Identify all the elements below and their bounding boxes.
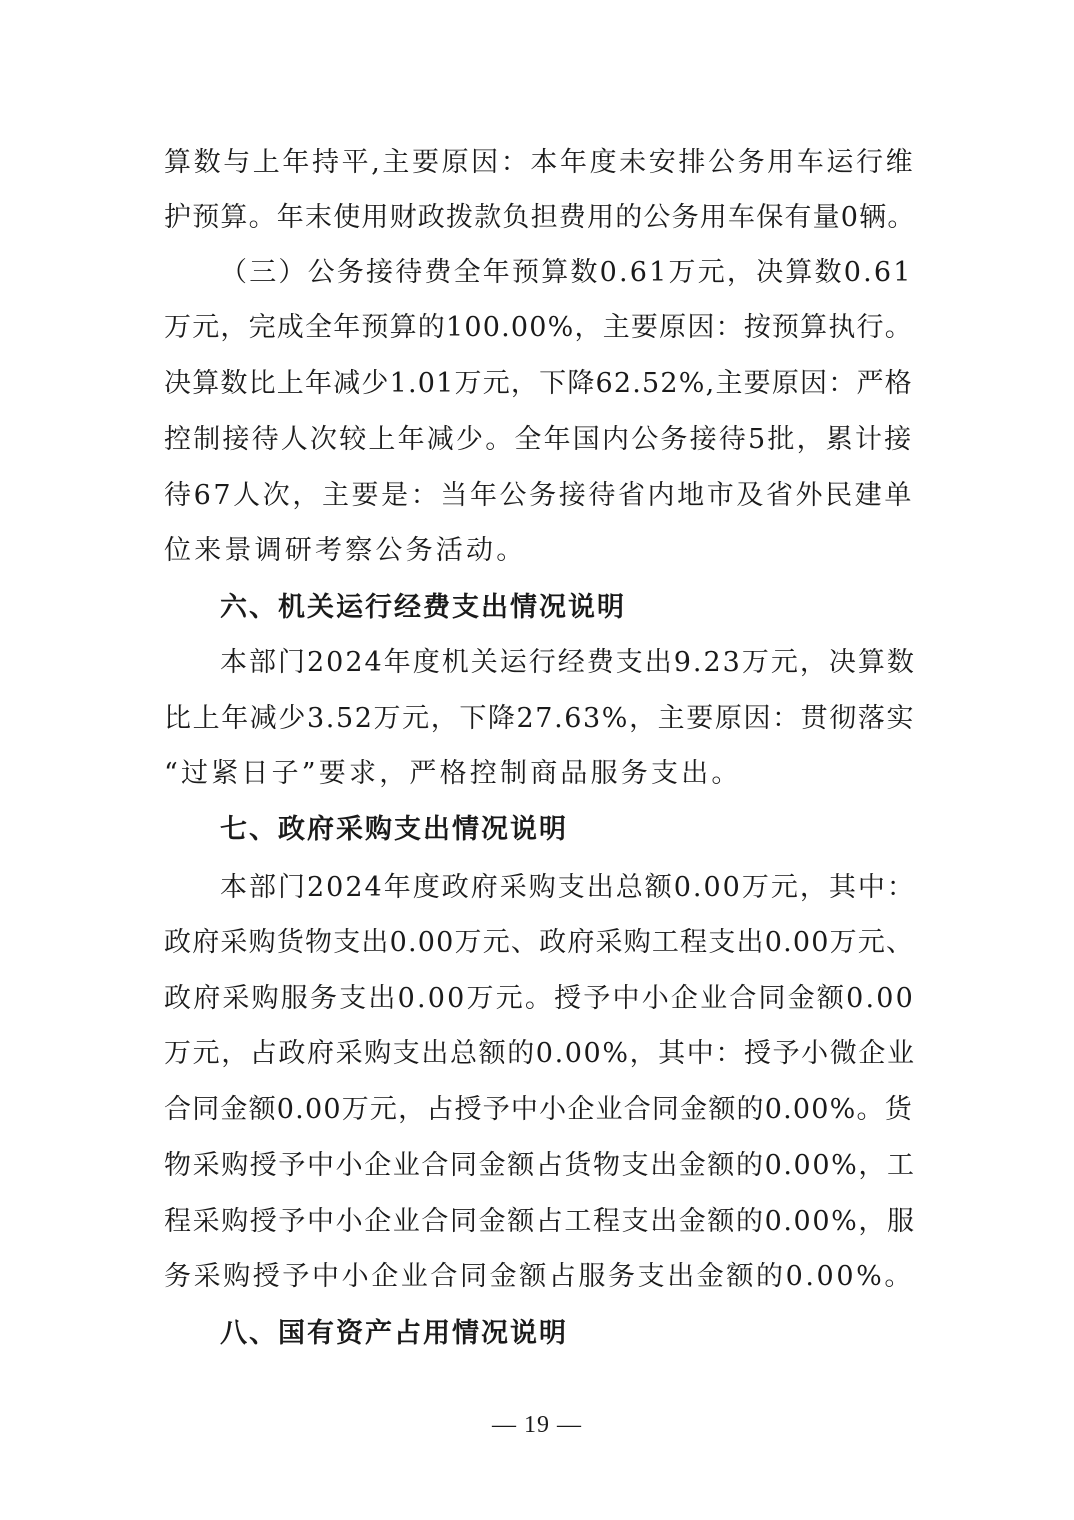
body-line: 本部门2024年度政府采购支出总额0.00万元，其中： — [220, 872, 916, 903]
body-line: 万元，占政府采购支出总额的0.00%，其中：授予小微企业 — [164, 1038, 916, 1069]
section-heading: 六、机关运行经费支出情况说明 — [220, 592, 626, 623]
body-line: 护预算。年末使用财政拨款负担费用的公务用车保有量0辆。 — [164, 202, 916, 233]
body-line: “过紧日子”要求，严格控制商品服务支出。 — [164, 758, 742, 789]
body-line: 程采购授予中小企业合同金额占工程支出金额的0.00%，服 — [164, 1206, 916, 1237]
body-line: 比上年减少3.52万元，下降27.63%，主要原因：贯彻落实 — [164, 703, 916, 734]
body-line: 位来景调研考察公务活动。 — [164, 535, 527, 566]
body-line: 万元，完成全年预算的100.00%，主要原因：按预算执行。 — [164, 312, 913, 343]
body-line: 合同金额0.00万元，占授予中小企业合同金额的0.00%。货 — [164, 1094, 913, 1125]
body-line: 本部门2024年度机关运行经费支出9.23万元，决算数 — [220, 647, 916, 678]
body-line: 算数与上年持平,主要原因：本年度未安排公务用车运行维 — [164, 147, 916, 178]
body-line: 政府采购货物支出0.00万元、政府采购工程支出0.00万元、 — [164, 927, 915, 958]
body-line: （三）公务接待费全年预算数0.61万元，决算数0.61 — [220, 257, 913, 288]
body-line: 物采购授予中小企业合同金额占货物支出金额的0.00%，工 — [164, 1150, 916, 1181]
page-number: — 19 — — [492, 1412, 582, 1438]
body-line: 政府采购服务支出0.00万元。授予中小企业合同金额0.00 — [164, 983, 916, 1014]
section-heading: 八、国有资产占用情况说明 — [220, 1318, 568, 1349]
section-heading: 七、政府采购支出情况说明 — [220, 814, 568, 845]
body-line: 决算数比上年减少1.01万元，下降62.52%,主要原因：严格 — [164, 368, 913, 399]
body-line: 控制接待人次较上年减少。全年国内公务接待5批，累计接 — [164, 424, 914, 455]
body-line: 待67人次，主要是：当年公务接待省内地市及省外民建单 — [164, 480, 914, 511]
body-line: 务采购授予中小企业合同金额占服务支出金额的0.00%。 — [164, 1261, 914, 1292]
